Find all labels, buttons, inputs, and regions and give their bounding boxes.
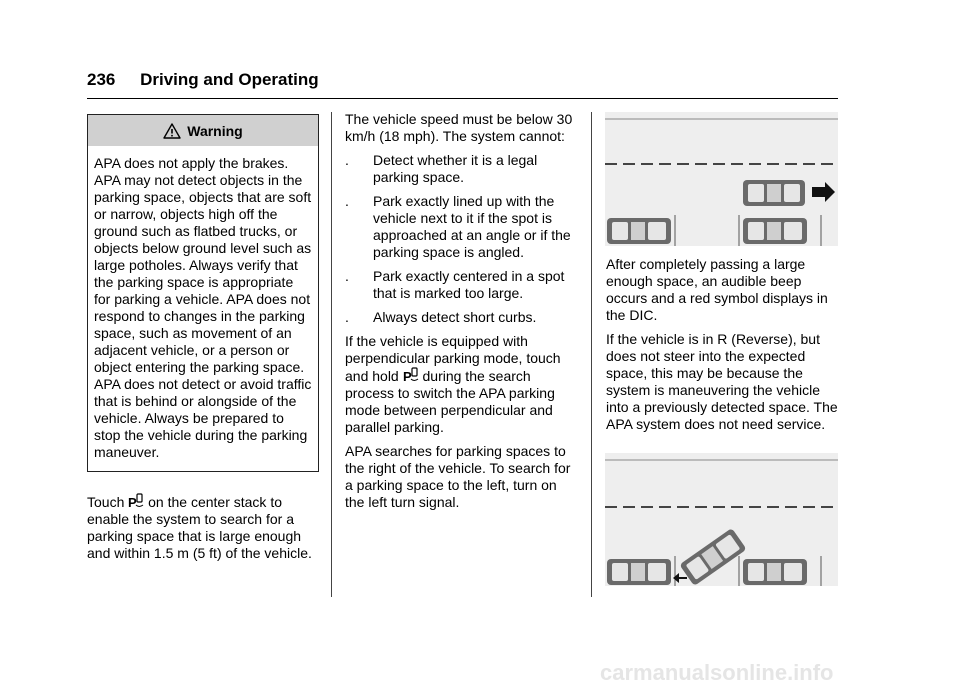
page-number: 236 [87,70,116,89]
parked-vehicle [607,218,671,244]
list-item [345,309,580,326]
bullet-mark: . [345,268,349,284]
touch-after: on the center stack to enable the system to search for a parking space that is large enough and within 1.5 m (5 ft) of the vehicle. [87,494,312,561]
parked-vehicle [607,559,671,585]
bullet-mark: . [345,193,349,209]
parking-assist-icon [128,493,144,510]
warning-header [88,115,318,146]
warning-box [87,114,319,472]
bullet-text: Always detect short curbs. [373,309,537,325]
perp-before: If the vehicle is equipped with perpendicular parking mode, touch and hold [345,333,561,384]
reverse-parking-illustration [605,453,838,586]
column-2 [345,111,580,518]
parked-vehicle [743,559,807,585]
section-title: Driving and Operating [140,70,319,89]
bullet-mark: . [345,152,349,168]
watermark: carmanualsonline.info [600,660,834,685]
warning-body: APA does not apply the brakes. APA may not detect objects in the parking space, objects that are soft or narrow, objects high off the ground such as flatbed trucks, or objects below ground level such as large potholes. Always verify that the parking space is appropriate for parking a vehicle. APA does not respond to changes in the parking space, such as movement of an adjacent vehicle, or a person or object entering the parking space. APA does not detect or avoid traffic that is behind or alongside of the vehicle. Always be prepared to stop the vehicle during the parking maneuver. [94,155,312,460]
moving-vehicle [743,180,805,206]
beep-paragraph: After completely passing a large enough space, an audible beep occurs and a red symbol displays in the DIC. [606,256,828,323]
search-direction-text: APA searches for parking spaces to the right of the vehicle. To search for a parking space to the left, turn on the left turn signal. [345,443,571,510]
svg-text:P: P [128,495,137,510]
touch-before: Touch [87,494,125,510]
list-item [345,268,580,302]
touch-instruction [87,493,319,562]
bullet-mark: . [345,309,349,325]
column-3 [606,256,840,440]
reverse-paragraph: If the vehicle is in R (Reverse), but does not steer into the expected space, this may be because the system is maneuvering the vehicle into a previously detected space. The APA system does not need service. [606,331,838,432]
speed-intro: The vehicle speed must be below 30 km/h (18 mph). The system cannot: [345,111,573,144]
header-rule [87,98,838,99]
warning-title: Warning [187,122,243,139]
parking-search-illustration [605,112,838,246]
parked-vehicle [743,218,807,244]
bullet-text: Detect whether it is a legal parking space. [373,152,538,185]
list-item [345,193,580,261]
column-divider-1 [331,112,332,597]
perpendicular-instruction [345,333,580,436]
bullet-text: Park exactly centered in a spot that is marked too large. [373,268,565,301]
page-header [87,70,319,90]
perp-after: during the search process to switch the APA parking mode between perpendicular and parallel parking. [345,368,555,435]
list-item [345,152,580,186]
column-divider-2 [591,112,592,597]
bullet-text: Park exactly lined up with the vehicle next to it if the spot is approached at an angle or if the parking space is angled. [373,193,571,260]
warning-triangle-icon [163,123,181,139]
svg-text:P: P [402,369,412,384]
parking-assist-icon [403,367,419,384]
